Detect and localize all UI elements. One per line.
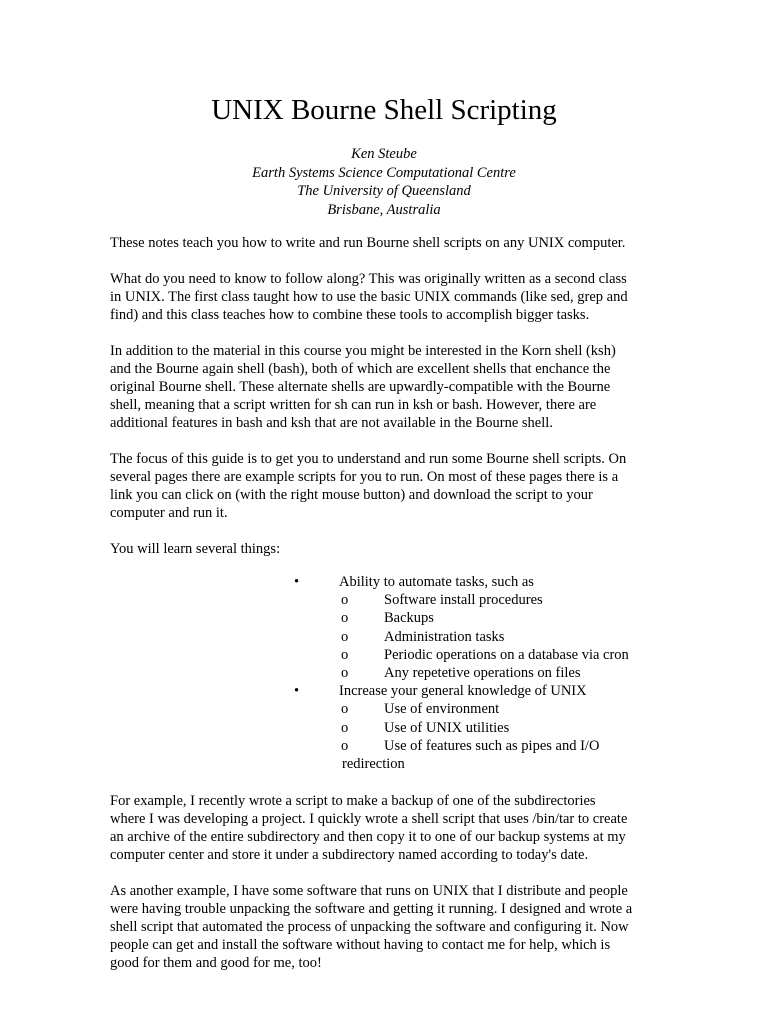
sub-bullet-marker: o [341, 592, 349, 609]
sub-bullet-marker: o [341, 628, 349, 645]
sub-list-item [0, 591, 768, 609]
list-item [0, 573, 768, 591]
paragraph-line: several pages there are example scripts for you to run. On most of these pages there is a [110, 469, 619, 485]
sub-bullet-marker: o [341, 664, 349, 681]
paragraph-line: good for them and good for me, too! [110, 955, 322, 971]
paragraph-line: and the Bourne again shell (bash), both of which are excellent shells that enchance the [110, 361, 611, 377]
paragraph-line: shell script that automated the process of unpacking the software and configuring it. Now [110, 919, 629, 935]
sub-list-item-label: Any repetetive operations on files [384, 664, 581, 681]
paragraph-line: In addition to the material in this course you might be interested in the Korn shell (ksh) [110, 343, 616, 359]
author-name: Ken Steube [351, 146, 417, 162]
paragraph-line: These notes teach you how to write and run Bourne shell scripts on any UNIX computer. [110, 235, 626, 251]
learn-intro-paragraph [110, 540, 670, 558]
sub-list-item [0, 700, 768, 718]
paragraph-line: an archive of the entire subdirectory and then copy it to one of our backup systems at my [110, 829, 626, 845]
author-block [0, 145, 768, 219]
paragraph-line: where I was developing a project. I quickly wrote a shell script that uses /bin/tar to create [110, 811, 628, 827]
sub-list-item-label: Periodic operations on a database via cron [384, 646, 629, 663]
sub-bullet-marker: o [341, 737, 349, 754]
list-item-label: Ability to automate tasks, such as [339, 574, 534, 590]
paragraph-line: shell, meaning that a script written for sh can run in ksh or bash. However, there are [110, 397, 597, 413]
bullet-marker: • [294, 683, 300, 700]
sub-list-item-continuation [0, 755, 768, 773]
sub-list-item-label: Use of environment [384, 701, 500, 718]
list-item [0, 682, 768, 700]
paragraph-line: additional features in bash and ksh that are not available in the Bourne shell. [110, 415, 553, 431]
list-item-label: Increase your general knowledge of UNIX [339, 683, 587, 700]
author-organization: Earth Systems Science Computational Centre [252, 164, 516, 181]
sub-list-item-wrap-text: redirection [342, 755, 405, 772]
paragraph-line: As another example, I have some software that runs on UNIX that I distribute and people [110, 883, 628, 899]
sub-list-item-label: Use of features such as pipes and I/O [384, 737, 600, 754]
sub-bullet-marker: o [341, 701, 349, 718]
sub-list-item [0, 609, 768, 627]
sub-bullet-marker: o [341, 719, 349, 736]
paragraph-line: computer and run it. [110, 505, 228, 521]
sub-list-item-label: Use of UNIX utilities [384, 719, 510, 736]
sub-list-item-label: Backups [384, 610, 434, 627]
paragraph-line: For example, I recently wrote a script to make a backup of one of the subdirectories [110, 793, 596, 809]
sub-list-item [0, 719, 768, 737]
bullet-marker: • [294, 574, 300, 590]
software-example-paragraph [110, 882, 670, 972]
paragraph-line: link you can click on (with the right mouse button) and download the script to your [110, 487, 593, 503]
author-university: The University of Queensland [297, 183, 471, 199]
paragraph-line: were having trouble unpacking the software and getting it running. I designed and wrote a [110, 901, 633, 917]
document-title: UNIX Bourne Shell Scripting [211, 94, 557, 126]
sub-bullet-marker: o [341, 646, 349, 663]
other-shells-paragraph [110, 342, 670, 432]
learning-list [0, 573, 768, 773]
paragraph-line: computer center and store it under a subdirectory named according to today's date. [110, 847, 589, 863]
sub-list-item [0, 737, 768, 755]
author-location: Brisbane, Australia [327, 201, 441, 218]
sub-list-item-label: Software install procedures [384, 592, 543, 609]
sub-bullet-marker: o [341, 610, 349, 627]
sub-list-item [0, 628, 768, 646]
paragraph-line: The focus of this guide is to get you to understand and run some Bourne shell scripts. On [110, 451, 627, 467]
paragraph-line: original Bourne shell. These alternate shells are upwardly-compatible with the Bourne [110, 379, 611, 395]
paragraph-line: people can get and install the software without having to contact me for help, which is [110, 937, 611, 953]
sub-list-item [0, 664, 768, 682]
prerequisites-paragraph [110, 270, 670, 324]
paragraph-line: You will learn several things: [110, 541, 281, 557]
paragraph-line: in UNIX. The first class taught how to use the basic UNIX commands (like sed, grep and [110, 289, 628, 305]
intro-paragraph [110, 234, 670, 252]
focus-paragraph [110, 450, 670, 522]
paragraph-line: find) and this class teaches how to combine these tools to accomplish bigger tasks. [110, 307, 590, 323]
backup-example-paragraph [110, 792, 670, 864]
paragraph-line: What do you need to know to follow along? This was originally written as a second class [110, 271, 627, 287]
sub-list-item [0, 646, 768, 664]
sub-list-item-label: Administration tasks [384, 628, 505, 645]
